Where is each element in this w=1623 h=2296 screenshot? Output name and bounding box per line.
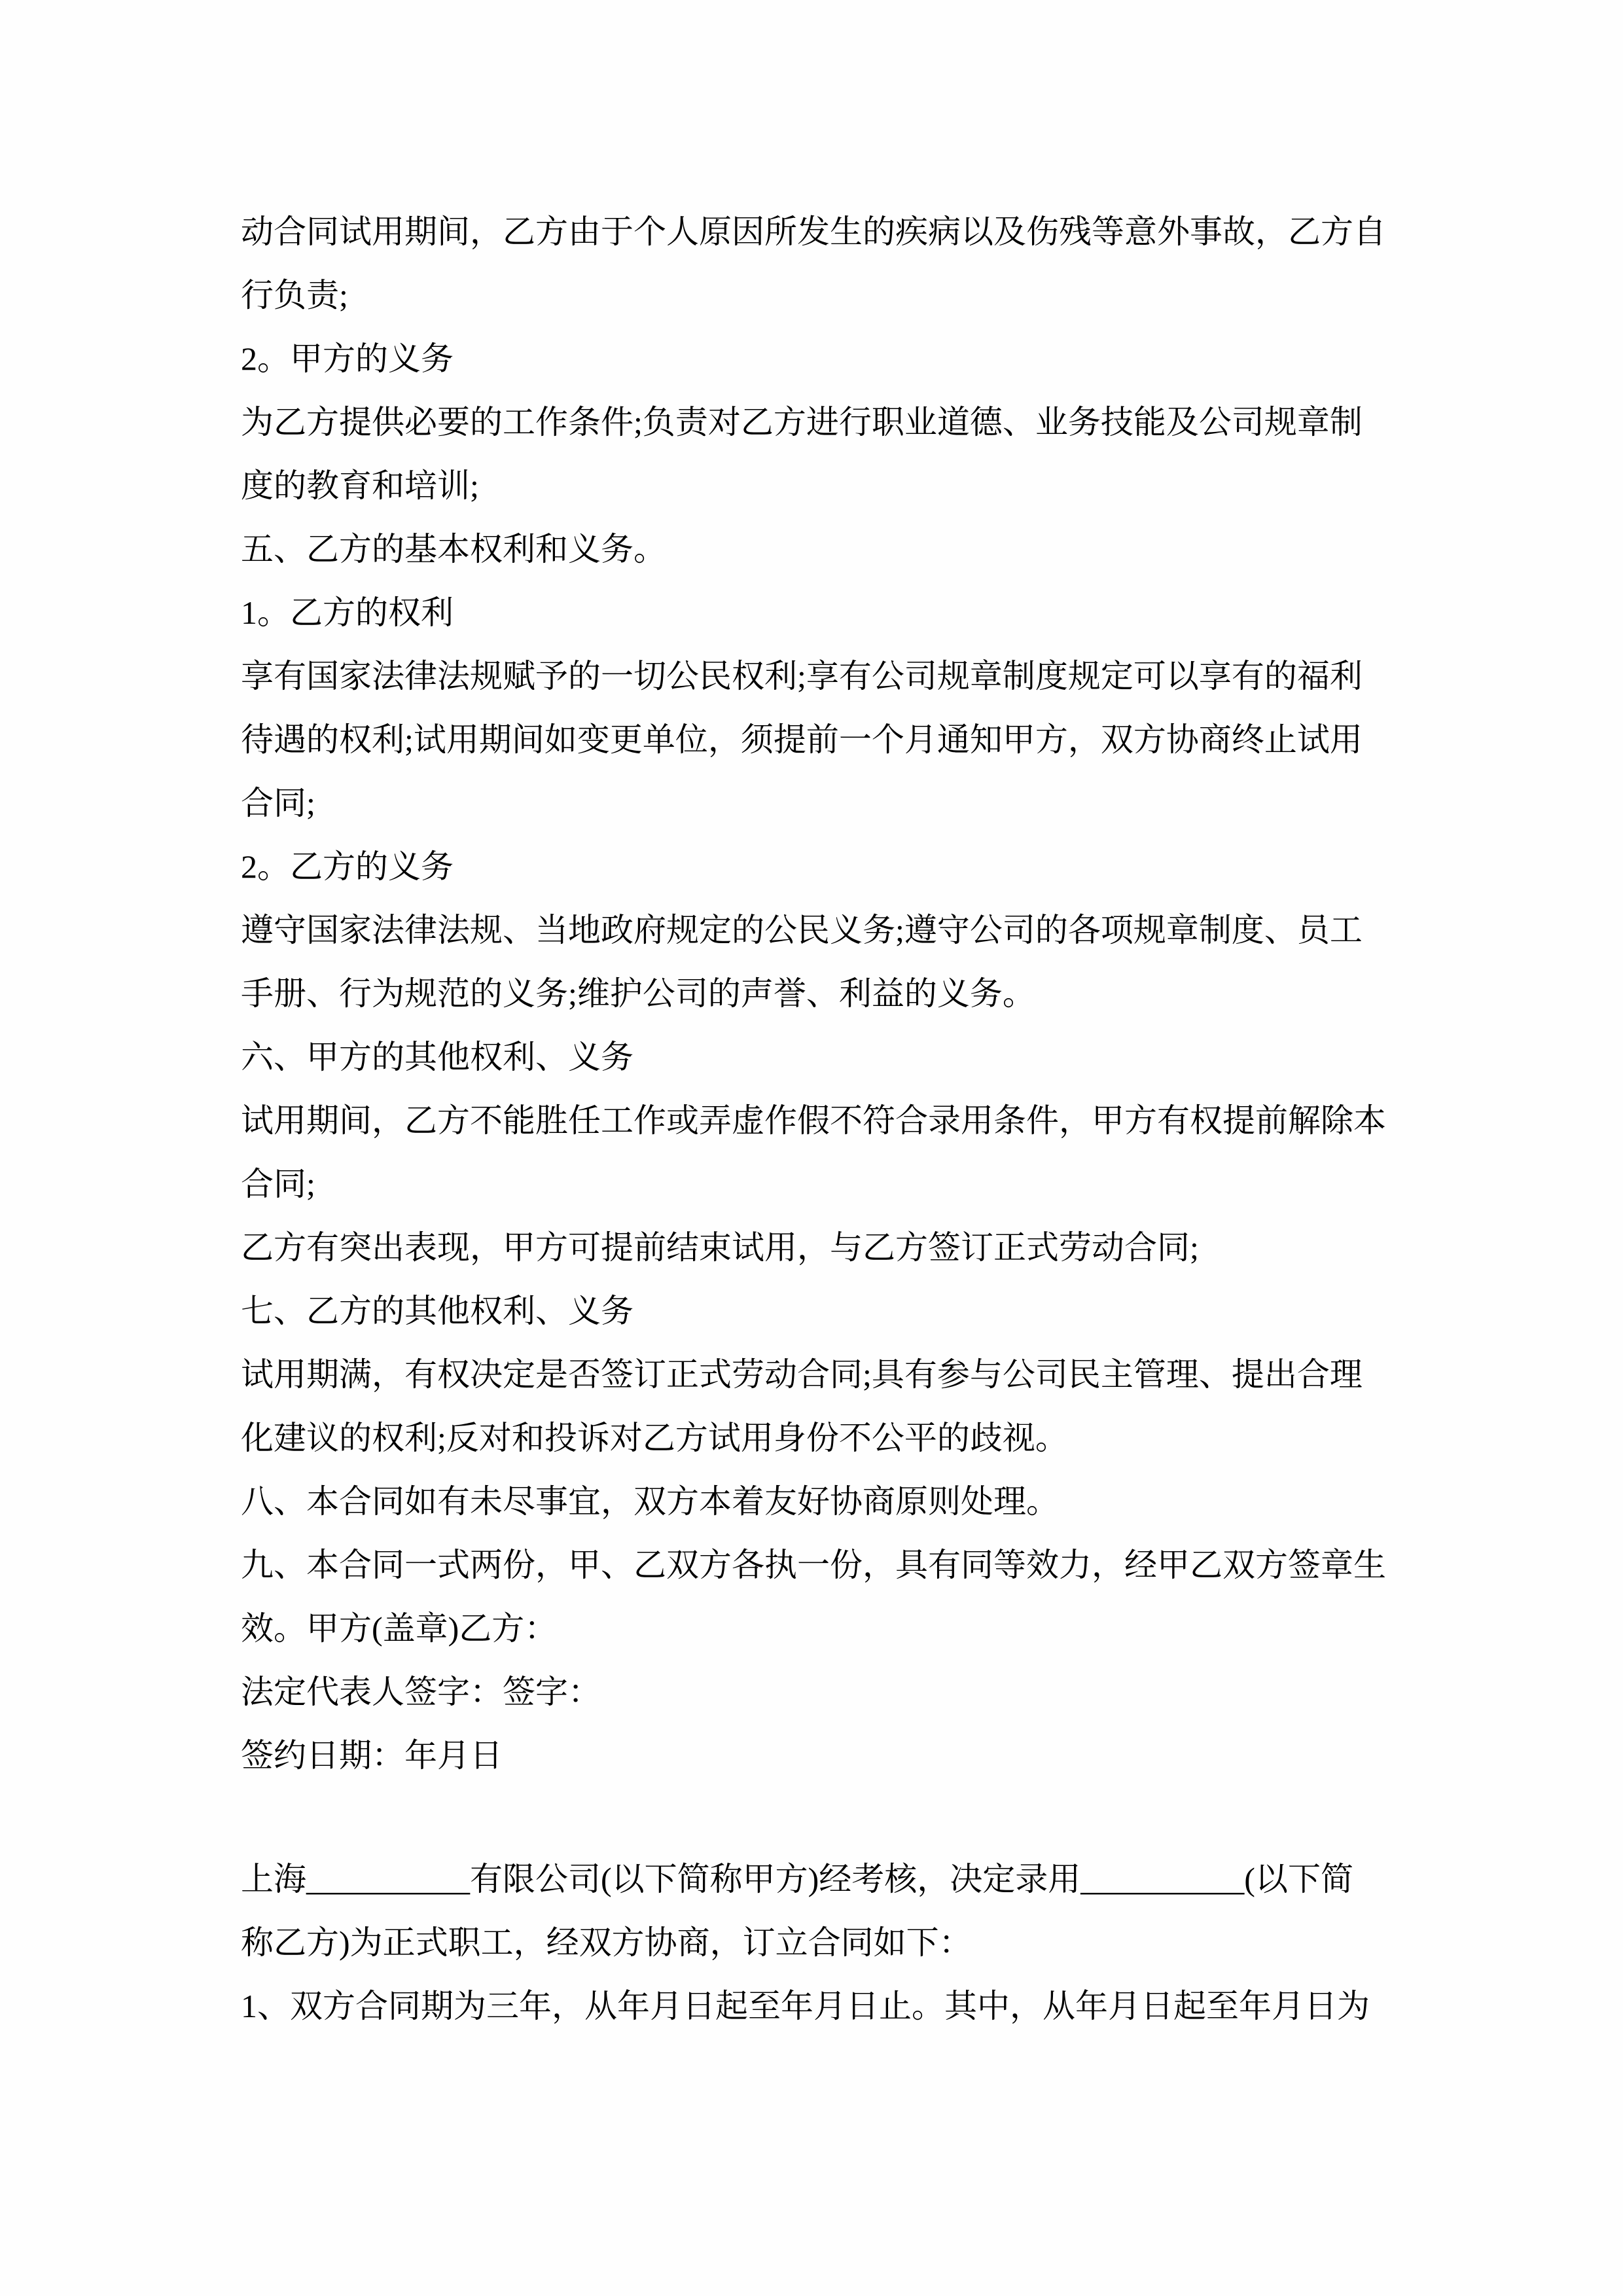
contract-line: 合同; <box>241 785 315 821</box>
contract-line: 1、双方合同期为三年，从年月日起至年月日止。其中，从年月日起至年月日为 <box>241 1988 1370 2024</box>
contract-line: 签约日期：年月日 <box>241 1737 503 1774</box>
contract-line: 为乙方提供必要的工作条件;负责对乙方进行职业道德、业务技能及公司规章制 <box>241 404 1363 440</box>
contract-line: 七、乙方的其他权利、义务 <box>241 1293 633 1329</box>
contract-line: 化建议的权利;反对和投诉对乙方试用身份不公平的歧视。 <box>241 1420 1068 1456</box>
contract-line: 动合同试用期间，乙方由于个人原因所发生的疾病以及伤残等意外事故，乙方自 <box>241 213 1386 250</box>
contract-line: 度的教育和培训; <box>241 467 479 504</box>
contract-line: 八、本合同如有未尽事宜，双方本着友好协商原则处理。 <box>241 1483 1059 1520</box>
contract-line: 遵守国家法律法规、当地政府规定的公民义务;遵守公司的各项规章制度、员工 <box>241 912 1363 948</box>
contract-line: 试用期间，乙方不能胜任工作或弄虚作假不符合录用条件，甲方有权提前解除本 <box>241 1102 1386 1139</box>
contract-line: 2。乙方的义务 <box>241 848 454 885</box>
contract-line: 手册、行为规范的义务;维护公司的声誉、利益的义务。 <box>241 975 1035 1012</box>
contract-line: 五、乙方的基本权利和义务。 <box>241 531 666 567</box>
contract-line: 法定代表人签字：签字： <box>241 1674 601 1710</box>
contract-line: 待遇的权利;试用期间如变更单位，须提前一个月通知甲方，双方协商终止试用 <box>241 721 1363 758</box>
contract-line: 合同; <box>241 1166 315 1202</box>
contract-line: 1。乙方的权利 <box>241 594 454 631</box>
contract-line: 行负责; <box>241 277 348 314</box>
contract-line: 试用期满，有权决定是否签订正式劳动合同;具有参与公司民主管理、提出合理 <box>241 1356 1363 1393</box>
contract-line: 称乙方)为正式职工，经双方协商，订立合同如下： <box>241 1924 972 1961</box>
contract-line: 享有国家法律法规赋予的一切公民权利;享有公司规章制度规定可以享有的福利 <box>241 658 1363 694</box>
contract-line: 六、甲方的其他权利、义务 <box>241 1039 633 1075</box>
contract-line: 效。甲方(盖章)乙方： <box>241 1610 558 1647</box>
contract-line: 2。甲方的义务 <box>241 340 454 377</box>
contract-line: 乙方有突出表现，甲方可提前结束试用，与乙方签订正式劳动合同; <box>241 1229 1199 1266</box>
contract-line: 九、本合同一式两份，甲、乙双方各执一份，具有同等效力，经甲乙双方签章生 <box>241 1547 1386 1583</box>
contract-line: 上海__________有限公司(以下简称甲方)经考核，决定录用__________(以下简 <box>241 1861 1353 1897</box>
